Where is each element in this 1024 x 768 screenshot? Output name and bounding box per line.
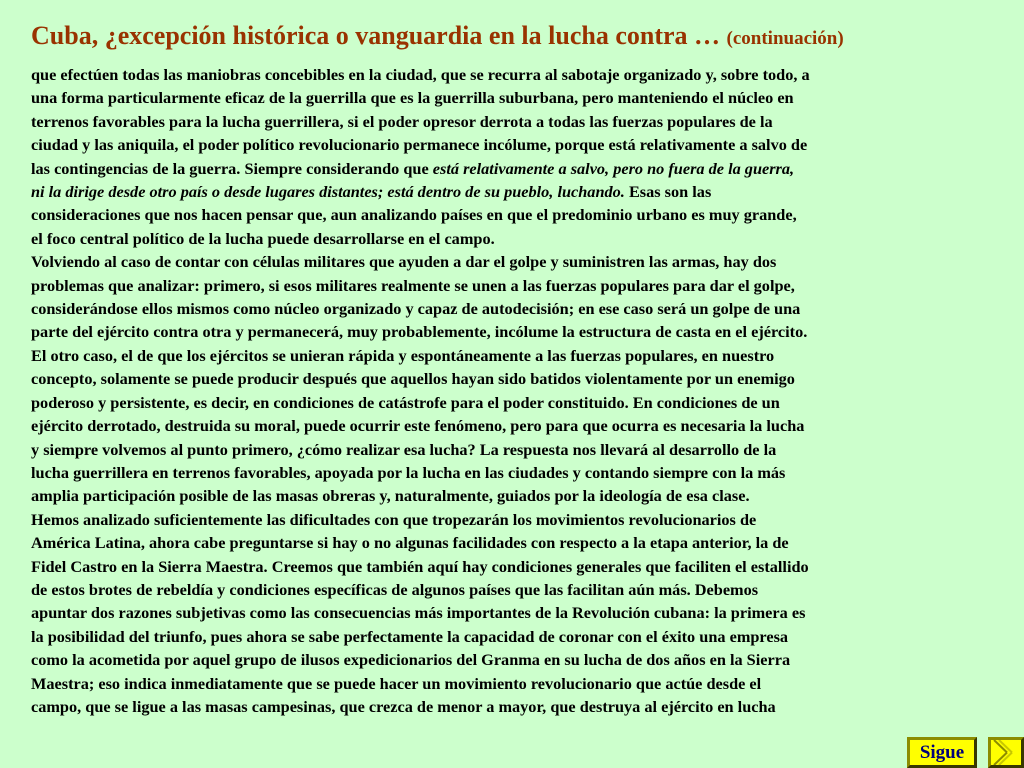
next-slide-icon-button[interactable] bbox=[988, 737, 1024, 768]
body-line-28: campo, que se ligue a las masas campesinas, que crezca de menor a mayor, que destruya al ejército en lucha bbox=[31, 696, 776, 716]
body-line-10: problemas que analizar: primero, si esos militares realmente se unen a las fuerzas populares para dar el golpe, bbox=[31, 275, 795, 295]
body-line-18: lucha guerrillera en terrenos favorables, apoyada por la lucha en las ciudades y contando siempre con la más bbox=[31, 462, 786, 482]
body-line-13: El otro caso, el de que los ejércitos se unieran rápida y espontáneamente a las fuerzas populares, en nuestro bbox=[31, 345, 775, 365]
body-line-5 bbox=[31, 157, 991, 180]
body-line-8: el foco central político de la lucha puede desarrollarse en el campo. bbox=[31, 228, 495, 248]
double-chevron-right-icon bbox=[991, 740, 1021, 765]
body-line-24: apuntar dos razones subjetivas como las consecuencias más importantes de la Revolución cubana: la primera es bbox=[31, 603, 806, 623]
body-line-22: Fidel Castro en la Sierra Maestra. Creemos que también aquí hay condiciones generales que faciliten el estallido bbox=[31, 556, 809, 576]
body-line-4: ciudad y las aniquila, el poder político revolucionario permanece incólume, porque está relativamente a salvo de bbox=[31, 135, 808, 155]
body-line-5-text: las contingencias de la guerra. Siempre considerando que bbox=[31, 158, 429, 178]
body-line-16: ejército derrotado, destruida su moral, puede ocurrir este fenómeno, pero para que ocurra es necesaria la lucha bbox=[31, 416, 805, 436]
slide-title-suffix: (continuación) bbox=[726, 28, 844, 49]
body-line-9: Volviendo al caso de contar con células militares que ayuden a dar el golpe y suministren las armas, hay dos bbox=[31, 252, 777, 272]
body-line-5-italic: está relativamente a salvo, pero no fuera de la guerra, bbox=[432, 158, 795, 178]
body-line-26: como la acometida por aquel grupo de ilusos expedicionarios del Granma en su lucha de dos años en la Sierra bbox=[31, 650, 791, 670]
body-line-6-italic: ni la dirige desde otro país o desde lugares distantes; está dentro de su pueblo, luchando. bbox=[31, 182, 625, 202]
body-line-17: y siempre volvemos al punto primero, ¿cómo realizar esa lucha? La respuesta nos llevará al desarrollo de la bbox=[31, 439, 777, 459]
body-line-2: una forma particularmente eficaz de la guerrilla que es la guerrilla suburbana, pero manteniendo el núcleo en bbox=[31, 88, 794, 108]
slide-title bbox=[31, 18, 1021, 57]
body-line-23: de estos brotes de rebeldía y condiciones específicas de algunos países que las facilitan aún más. Debemos bbox=[31, 579, 759, 599]
body-line-3: terrenos favorables para la lucha guerrillera, si el poder opresor derrota a todas las fuerzas populares de la bbox=[31, 111, 773, 131]
body-line-27: Maestra; eso indica inmediatamente que se puede hacer un movimiento revolucionario que actúe desde el bbox=[31, 673, 762, 693]
body-line-25: la posibilidad del triunfo, pues ahora se sabe perfectamente la capacidad de coronar con el éxito una empresa bbox=[31, 626, 789, 646]
next-slide-button[interactable]: Sigue bbox=[907, 737, 977, 768]
body-line-7: consideraciones que nos hacen pensar que, aun analizando países en que el predominio urbano es muy grande, bbox=[31, 205, 797, 225]
body-line-20: Hemos analizado suficientemente las dificultades con que tropezarán los movimientos revolucionarios de bbox=[31, 509, 757, 529]
body-line-11: considerándose ellos mismos como núcleo organizado y capaz de autodecisión; en ese caso será un golpe de una bbox=[31, 299, 801, 319]
body-line-12: parte del ejército contra otra y permanecerá, muy probablemente, incólume la estructura de casta en el ejército. bbox=[31, 322, 808, 342]
body-line-6-text: Esas son las bbox=[628, 182, 712, 202]
body-line-1: que efectúen todas las maniobras concebibles en la ciudad, que se recurra al sabotaje organizado y, sobre todo, a bbox=[31, 65, 810, 84]
body-line-6 bbox=[31, 180, 991, 203]
body-line-14: concepto, solamente se puede producir después que aquellos hayan sido batidos violentamente por un enemigo bbox=[31, 369, 795, 389]
slide-title-text: Cuba, ¿excepción histórica o vanguardia en la lucha contra … bbox=[31, 21, 721, 50]
body-line-19: amplia participación posible de las masas obreras y, naturalmente, guiados por la ideología de esa clase. bbox=[31, 486, 750, 506]
body-line-21: América Latina, ahora cabe preguntarse si hay o no algunas facilidades con respecto a la etapa anterior, la de bbox=[31, 533, 789, 553]
body-line-15: poderoso y persistente, es decir, en condiciones de catástrofe para el poder constituido. En condiciones de un bbox=[31, 392, 780, 412]
slide-body bbox=[31, 63, 991, 718]
